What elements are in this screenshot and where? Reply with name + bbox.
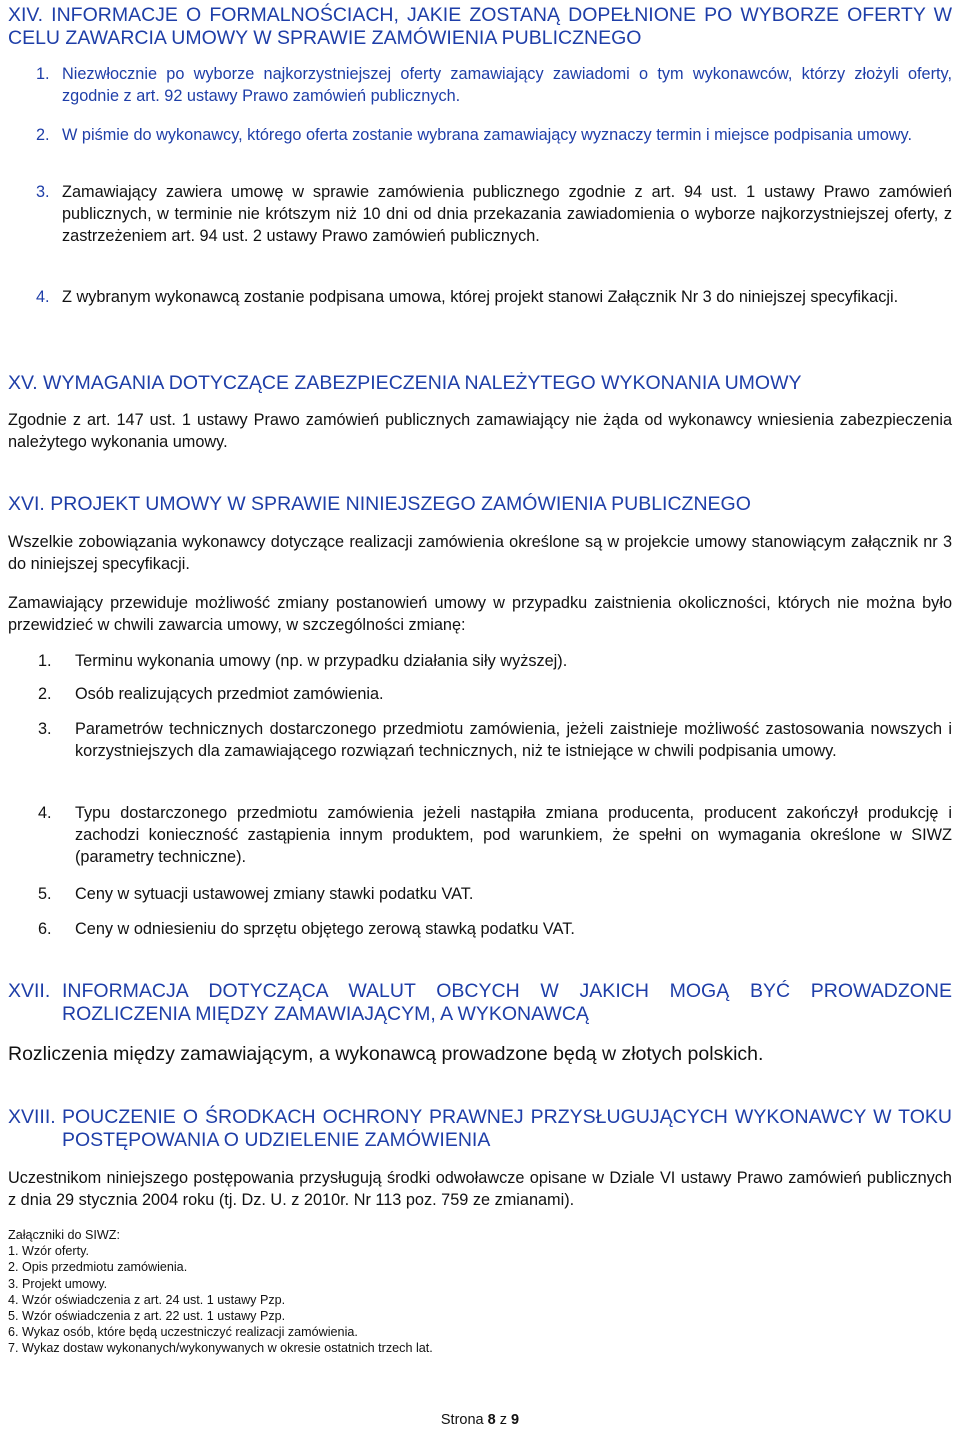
paragraph: Uczestnikom niniejszego postępowania przysługują środki odwoławcze opisane w Dziale VI ustawy Prawo zamówień publicznych z dnia 29 stycznia 2004 roku (tj. Dz. U. z 2010r. Nr 113 poz. 759 ze zmianami). (8, 1169, 952, 1209)
list-item-text: Typu dostarczonego przedmiotu zamówienia jeżeli nastąpiła zmiana producenta, producent zakończył produkcję i zachodzi konieczność zastąpienia innym produktem, pod warunkiem, że spełni on wymagania określone w SIWZ (parametry techniczne). (75, 804, 952, 866)
attachment-item: 7. Wykaz dostaw wykonanych/wykonywanych w okresie ostatnich trzech lat. (8, 1341, 433, 1356)
list-item-text: Parametrów technicznych dostarczonego przedmiotu zamówienia, jeżeli zaistnieje możliwość zastosowania nowszych i korzystniejszych dla zamawiającego rozwiązań technicznych, niż te istniejące w chwili podpisania umowy. (75, 720, 952, 760)
attachment-item: 3. Projekt umowy. (8, 1276, 108, 1291)
paragraph: Zamawiający przewiduje możliwość zmiany postanowień umowy w przypadku zaistnienia okoliczności, których nie można było przewidzieć w chwili zawarcia umowy, w szczególności zmianę: (8, 594, 952, 634)
footer-label: Strona (440, 1412, 484, 1428)
list-item (36, 124, 952, 146)
list-item (36, 63, 952, 107)
section-heading-xvii (8, 980, 952, 1026)
list-item (38, 918, 952, 940)
list-item (38, 802, 952, 868)
heading-text: INFORMACJA DOTYCZĄCA WALUT OBCYCH W JAKICH MOGĄ BYĆ PROWADZONE ROZLICZENIA MIĘDZY ZAMAWIAJĄCYM, A WYKONAWCĄ (62, 980, 952, 1025)
section-heading-xv: XV. WYMAGANIA DOTYCZĄCE ZABEZPIECZENIA NALEŻYTEGO WYKONANIA UMOWY (8, 372, 802, 394)
list-item-number: 2. (36, 126, 50, 144)
list-item-number: 3. (36, 183, 50, 201)
list-item-text: Ceny w sytuacji ustawowej zmiany stawki podatku VAT. (75, 885, 474, 903)
footer-of: z (499, 1412, 507, 1428)
list-item-number: 4. (36, 288, 50, 306)
attachment-item: 1. Wzór oferty. (8, 1244, 89, 1259)
list-item (38, 683, 952, 705)
list-item-text: Osób realizujących przedmiot zamówienia. (75, 685, 384, 703)
list-item-text: Niezwłocznie po wyborze najkorzystniejszej oferty zamawiający zawiadomi o tym wykonawców, którzy złożyli oferty, zgodnie z art. 92 ustawy Prawo zamówień publicznych. (62, 65, 952, 105)
footer-total-pages: 9 (511, 1412, 520, 1428)
list-item-text: Zamawiający zawiera umowę w sprawie zamówienia publicznego zgodnie z art. 94 ust. 1 ustawy Prawo zamówień publicznych, w terminie nie krótszym niż 10 dni od dnia przekazania zawiadomienia o wyborze najkorzystniejszej oferty, z zastrzeżeniem art. 94 ust. 2 ustawy Prawo zamówień publicznych. (62, 183, 952, 245)
list-item-text: Terminu wykonania umowy (np. w przypadku działania siły wyższej). (75, 652, 568, 670)
section-heading-xiv: XIV. INFORMACJE O FORMALNOŚCIACH, JAKIE ZOSTANĄ DOPEŁNIONE PO WYBORZE OFERTY W CELU ZAWARCIA UMOWY W SPRAWIE ZAMÓWIENIA PUBLICZNEGO (8, 4, 952, 49)
footer-page-number: 8 (487, 1412, 496, 1428)
list-item (38, 883, 952, 905)
attachments-title: Załączniki do SIWZ: (8, 1228, 120, 1242)
list-item (38, 650, 952, 672)
attachments-list (8, 1227, 908, 1357)
heading-number: XVIII. (8, 1106, 56, 1128)
list-item-text: Z wybranym wykonawcą zostanie podpisana umowa, której projekt stanowi Załącznik Nr 3 do niniejszej specyfikacji. (62, 288, 899, 306)
section-heading-xvi: XVI. PROJEKT UMOWY W SPRAWIE NINIEJSZEGO ZAMÓWIENIA PUBLICZNEGO (8, 493, 751, 515)
section-heading-xviii (8, 1106, 952, 1152)
heading-text: POUCZENIE O ŚRODKACH OCHRONY PRAWNEJ PRZYSŁUGUJĄCYCH WYKONAWCY W TOKU POSTĘPOWANIA O UDZIELENIE ZAMÓWIENIA (62, 1106, 952, 1151)
attachment-item: 4. Wzór oświadczenia z art. 24 ust. 1 ustawy Pzp. (8, 1292, 286, 1307)
attachment-item: 2. Opis przedmiotu zamówienia. (8, 1260, 188, 1275)
page-footer (0, 1412, 960, 1428)
list-item-number: 1. (36, 65, 50, 83)
heading-number: XVII. (8, 980, 51, 1002)
list-item (38, 718, 952, 762)
list-item-number: 2. (38, 685, 52, 703)
list-item-number: 1. (38, 652, 52, 670)
attachment-item: 6. Wykaz osób, które będą uczestniczyć realizacji zamówienia. (8, 1325, 358, 1340)
list-item-number: 5. (38, 885, 52, 903)
list-item-text: W piśmie do wykonawcy, którego oferta zostanie wybrana zamawiający wyznaczy termin i miejsce podpisania umowy. (62, 126, 912, 144)
list-item-number: 3. (38, 720, 52, 738)
list-item-text: Ceny w odniesieniu do sprzętu objętego zerową stawką podatku VAT. (75, 920, 575, 938)
list-item (36, 286, 952, 308)
paragraph: Wszelkie zobowiązania wykonawcy dotyczące realizacji zamówienia określone są w projekcie umowy stanowiącym załącznik nr 3 do niniejszej specyfikacji. (8, 533, 952, 573)
paragraph: Rozliczenia między zamawiającym, a wykonawcą prowadzone będą w złotych polskich. (8, 1043, 764, 1065)
paragraph: Zgodnie z art. 147 ust. 1 ustawy Prawo zamówień publicznych zamawiający nie żąda od wykonawcy wniesienia zabezpieczenia należytego wykonania umowy. (8, 411, 952, 451)
list-item-number: 4. (38, 804, 52, 822)
list-item (36, 181, 952, 247)
list-item-number: 6. (38, 920, 52, 938)
attachment-item: 5. Wzór oświadczenia z art. 22 ust. 1 ustawy Pzp. (8, 1309, 286, 1324)
